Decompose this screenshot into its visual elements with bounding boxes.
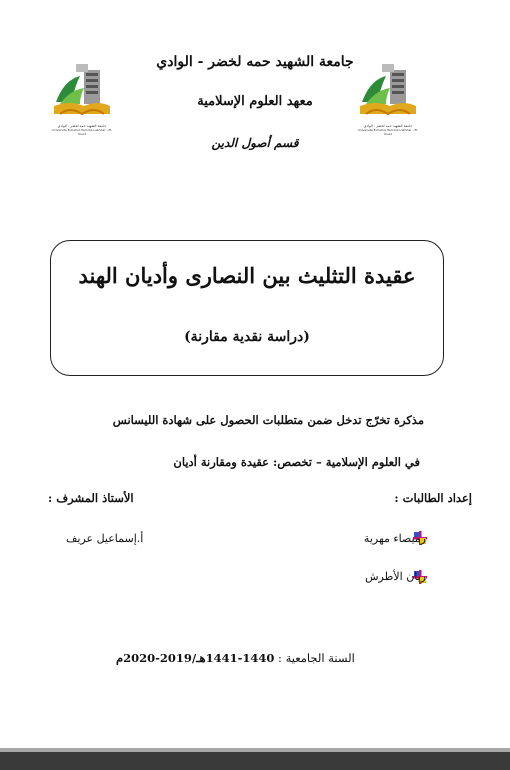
- supervisor-name: أ.إسماعيل عريف: [66, 532, 144, 545]
- memo-field: في العلوم الإسلامية – تخصص: عقيدة ومقارنة أديان: [173, 455, 420, 469]
- university-emblem-icon: [356, 62, 420, 120]
- institute-name: معهد العلوم الإسلامية: [197, 94, 313, 109]
- page-bottom-bar: [0, 752, 510, 770]
- thesis-subtitle: (دراسة نقدية مقارنة): [184, 329, 310, 345]
- logo-caption-arabic: جامعة الشهيد حمه لخضر - الوادي: [57, 124, 107, 128]
- academic-year-value: 1440-1441هـ/2019-2020م: [116, 651, 275, 665]
- prepared-by-label: إعداد الطالبات :: [394, 491, 472, 505]
- logo-caption-latin: Université Echahid Hamma Lakhdar - El-Oued: [51, 128, 113, 136]
- logo-caption: [356, 124, 420, 136]
- student-name: رميصاء مهرية: [363, 532, 426, 545]
- logo-caption-arabic: جامعة الشهيد حمه لخضر - الوادي: [363, 124, 413, 128]
- academic-year: [116, 651, 355, 665]
- supervisor-label: الأستاذ المشرف :: [48, 491, 134, 505]
- logo-caption-latin: Université Echahid Hamma Lakhdar - El-Oued: [357, 128, 419, 136]
- title-box: [50, 240, 444, 376]
- memo-purpose: مذكرة تخرّج تدخل ضمن متطلبات الحصول على شهادة الليسانس: [112, 413, 424, 427]
- academic-year-label: السنة الجامعية :: [278, 651, 355, 665]
- university-emblem-icon: [50, 62, 114, 120]
- thesis-title: عقيدة التثليث بين النصارى وأديان الهند: [78, 263, 416, 288]
- student-name: ريان الأطرش: [365, 570, 426, 583]
- logo-caption: [50, 124, 114, 136]
- department-name: قسم أصول الدين: [211, 136, 299, 150]
- university-name: جامعة الشهيد حمه لخضر - الوادي: [156, 54, 354, 70]
